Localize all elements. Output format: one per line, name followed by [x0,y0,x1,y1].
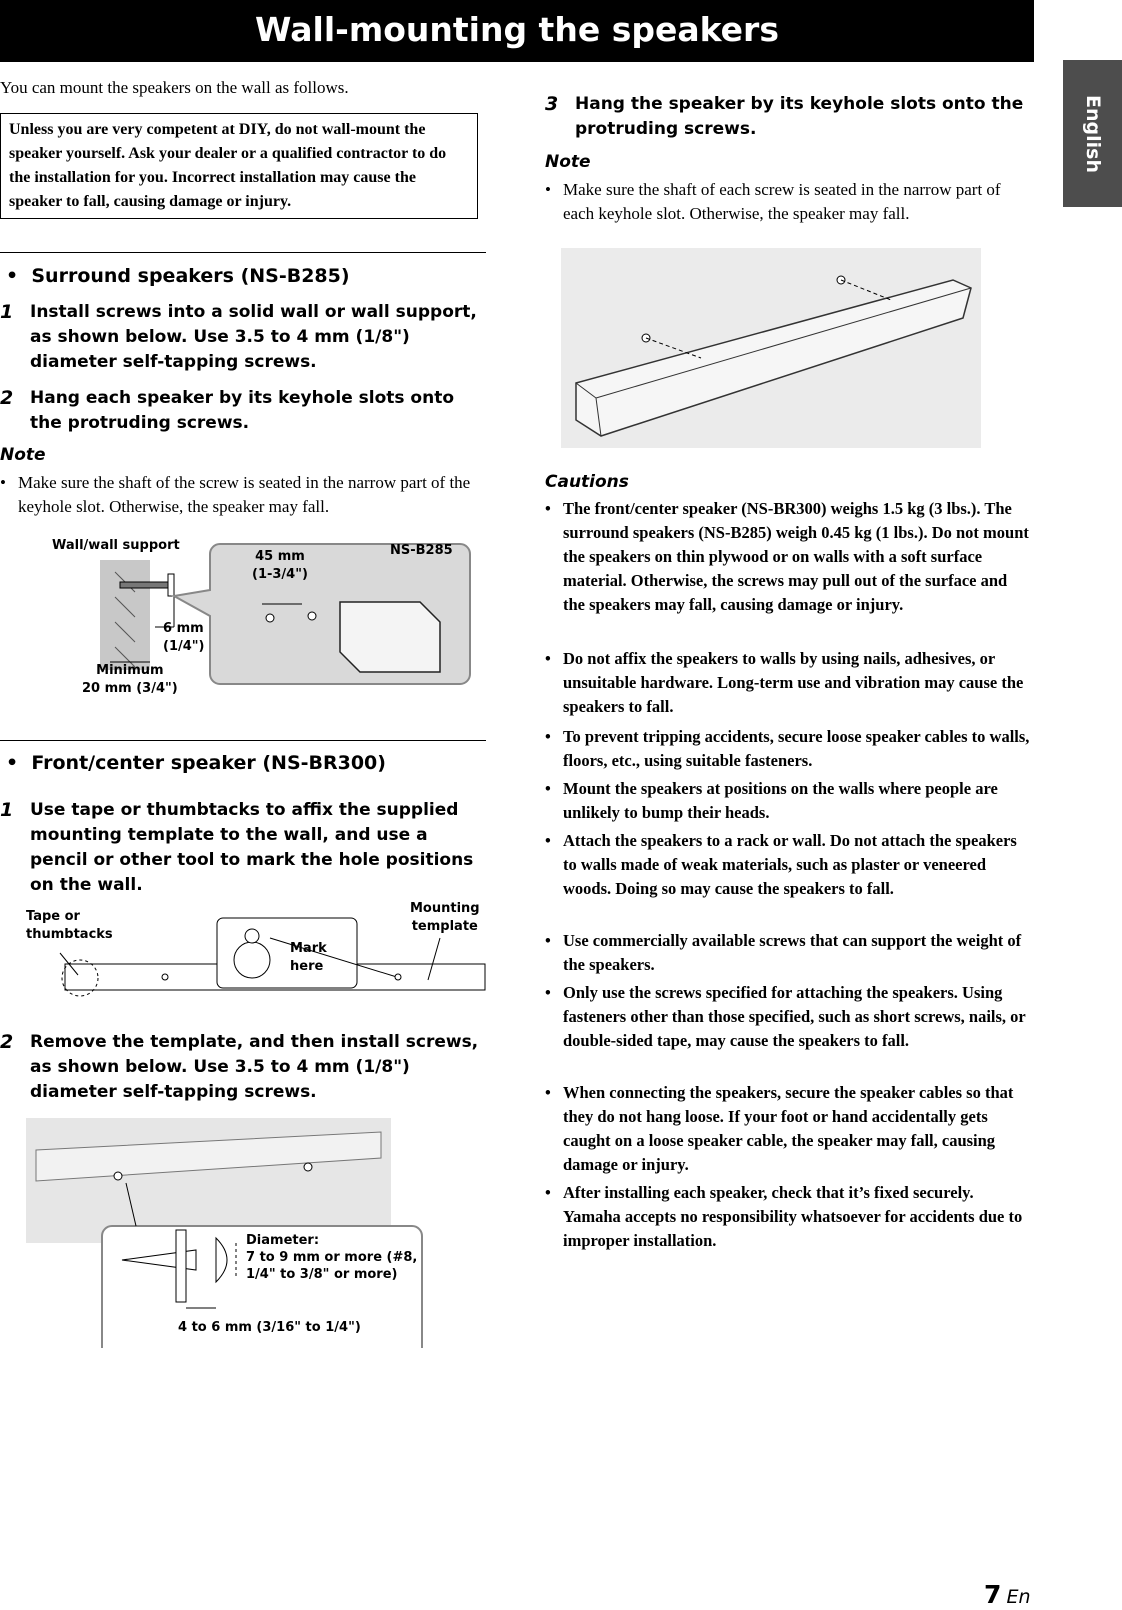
depth-label: 4 to 6 mm (3/16" to 1/4") [178,1320,361,1335]
right-note-title: Note [545,152,591,172]
tape-label: Tape or thumbtacks [26,909,113,942]
right-note: • Make sure the shaft of each screw is seated in the narrow part of each keyhole slot. Otherwise, the speaker may fall. [545,180,1001,223]
surround-note: • Make sure the shaft of the screw is seated in the narrow part of the keyhole slot. Otherwise, the speaker may fall. [0,473,471,516]
mounting-template-label: Mounting template [410,901,480,934]
surround-note-title: Note [0,445,46,465]
front-heading: • Front/center speaker (NS-BR300) [6,752,386,774]
front-step-3: 3 Hang the speaker by its keyhole slots onto the protruding screws. [545,93,1024,139]
front-step-2: 2 Remove the template, and then install screws, as shown below. Use 3.5 to 4 mm (1/8") diameter self-tapping screws. [0,1031,479,1102]
surround-step-2: 2 Hang each speaker by its keyhole slots onto the protruding screws. [0,387,455,433]
screw-shaft [120,582,170,588]
intro-text: You can mount the speakers on the wall as follows. [0,78,349,97]
screw-head [168,574,174,596]
caution-item: • Mount the speakers at positions on the walls where people are unlikely to bump their heads. [545,779,998,822]
cautions-title: Cautions [545,472,629,492]
page-title: Wall-mounting the speakers [255,10,779,49]
page-number: 7 En [984,1580,1031,1609]
keyhole-screw-left [266,614,274,622]
caution-item: • Attach the speakers to a rack or wall. Do not attach the speakers to walls made of weak materials, such as plaster or veneered woods. Doing so may cause the speakers to fall. [545,831,1017,898]
caution-item: • The front/center speaker (NS-BR300) weighs 1.5 kg (3 lbs.). The surround speakers (NS-B285) weigh 0.45 kg (1 lbs.). Do not mount the speakers on thin plywood or on walls with a soft surface material. Otherwise, the screws may pull out of the surface and the speakers may fall, causing damage or injury. [545,499,1029,614]
caution-item: • Only use the screws specified for attaching the speakers. Using fasteners other than those specified, such as short screws, nails, or double-sided tape, may cause the speakers to fall. [545,983,1026,1050]
section-rule [0,252,486,253]
wall-cross-section [176,1230,186,1302]
mark-here-label: Mark here [290,941,327,974]
caution-item: • Use commercially available screws that can support the weight of the speakers. [545,931,1022,974]
mark-keyhole [234,942,270,978]
caution-item: • After installing each speaker, check that it’s fixed securely. Yamaha accepts no responsibility whatsoever for accidents due to improper installation. [545,1183,1023,1250]
warning-box: Unless you are very competent at DIY, do not wall-mount the speaker yourself. Ask your dealer or a qualified contractor to do the installation for you. Incorrect installation may cause the speaker to fall, causing damage or injury. [0,113,478,219]
language-tab [1063,60,1122,207]
caution-item: • To prevent tripping accidents, secure loose speaker cables to walls, floors, etc., using suitable fasteners. [545,727,1030,770]
gap-label: 6 mm (1/4") [163,621,205,654]
caution-item: • Do not affix the speakers to walls by using nails, adhesives, or unsuitable hardware. Long-term use and vibration may cause the speakers to fall. [545,649,1024,716]
soundbar-figure [561,248,981,448]
keyhole-screw-right [308,612,316,620]
surround-step-1: 1 Install screws into a solid wall or wall support, as shown below. Use 3.5 to 4 mm (1/8") diameter self-tapping screws. [0,301,477,372]
section-rule [0,740,486,741]
page-header [0,0,1034,62]
surround-heading: • Surround speakers (NS-B285) [6,265,350,287]
spacing-label: 45 mm (1-3/4") [252,549,308,582]
language-tab-label: English [1081,94,1104,173]
diameter-label: Diameter: 7 to 9 mm or more (#8, 1/4" to 3/8" or more) [246,1233,418,1282]
min-depth-label: Minimum 20 mm (3/4") [82,663,178,696]
wall-section [100,560,150,670]
speaker-cube [340,602,440,672]
model-label: NS-B285 [390,543,453,558]
caution-item: • When connecting the speakers, secure the speaker cables so that they do not hang loose. If your foot or hand accidentally gets caught on a loose speaker cable, the speaker may fall, causing damage or injury. [545,1083,1014,1174]
wall-label: Wall/wall support [52,538,180,553]
front-step-1: 1 Use tape or thumbtacks to affix the supplied mounting template to the wall, and use a pencil or other tool to mark the hole positions on the wall. [0,799,474,895]
